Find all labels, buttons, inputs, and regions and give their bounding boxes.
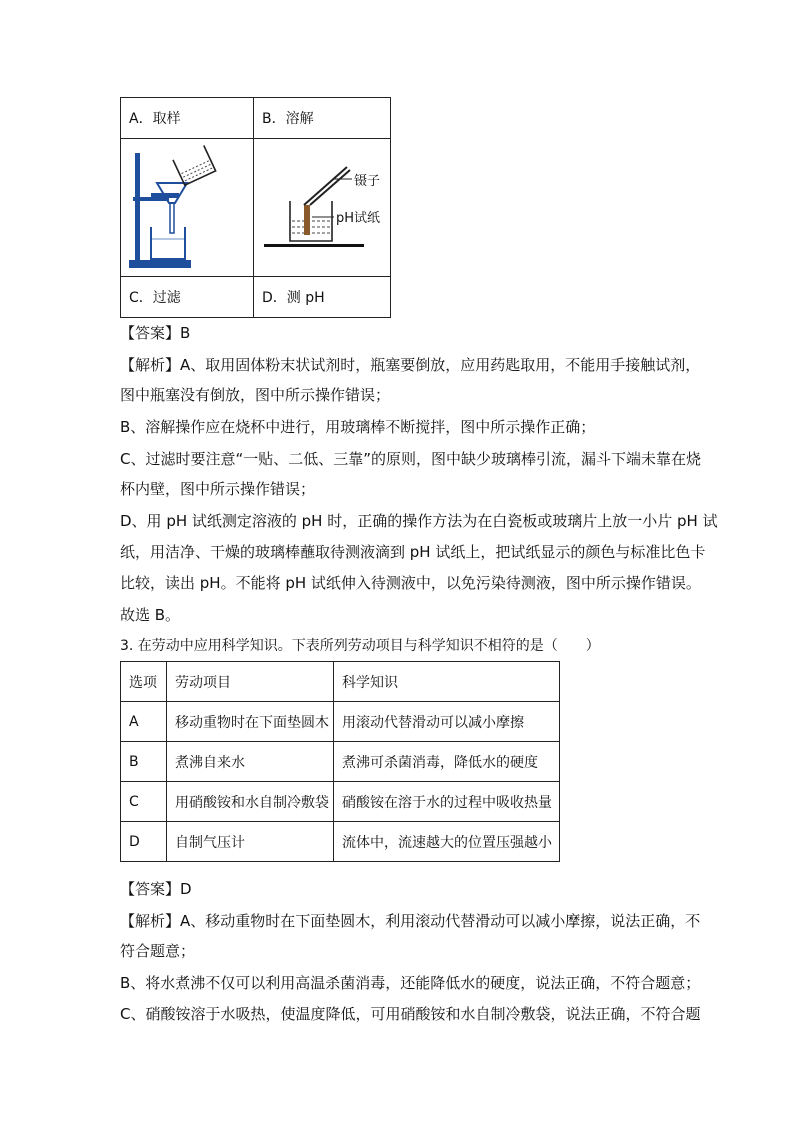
ph-figure <box>254 139 391 277</box>
q3-analysis-line: 符合题意； <box>120 942 196 960</box>
ph-test-apparatus-icon <box>254 139 390 276</box>
table-cell: B <box>121 742 167 782</box>
bench-line <box>264 244 364 247</box>
table-row <box>121 742 560 782</box>
header-science-knowledge: 科学知识 <box>334 662 560 702</box>
q2-analysis-line: 故选 B。 <box>120 606 181 624</box>
beaker-icon <box>151 227 185 259</box>
q2-analysis-line: 比较，读出 pH。不能将 pH 试纸伸入待测液中，以免污染待测液，图中所示操作错误。 <box>120 574 701 592</box>
table-row <box>121 782 560 822</box>
stand-rod <box>135 153 140 261</box>
q3-table <box>120 661 560 862</box>
table-cell: 用滚动代替滑动可以减小摩擦 <box>334 702 560 742</box>
tweezers-icon <box>304 167 347 205</box>
table-cell: 煮沸可杀菌消毒，降低水的硬度 <box>334 742 560 782</box>
filtration-figure <box>121 139 254 277</box>
table-cell: 硝酸铵在溶于水的过程中吸收热量 <box>334 782 560 822</box>
ph-paper-strip <box>304 205 310 235</box>
q3-analysis-line: C、硝酸铵溶于水吸热，使温度降低，可用硝酸铵和水自制冷敷袋，说法正确，不符合题 <box>120 1005 701 1023</box>
table-cell: 用硝酸铵和水自制冷敷袋 <box>167 782 334 822</box>
q3-stem: 3. 在劳动中应用科学知识。下表所列劳动项目与科学知识不相符的是（ ） <box>120 638 600 654</box>
table-row <box>121 822 560 862</box>
q2-analysis-line: 杯内壁，图中所示操作错误； <box>120 480 316 498</box>
q2-analysis-line: D、用 pH 试纸测定溶液的 pH 时，正确的操作方法为在白瓷板或玻璃片上放一小片 pH 试 <box>120 512 718 530</box>
table-row <box>121 702 560 742</box>
filtration-apparatus-icon <box>121 139 253 276</box>
q3-analysis-line: B、将水煮沸不仅可以利用高温杀菌消毒，还能降低水的硬度，说法正确，不符合题意； <box>120 974 701 992</box>
stand-base <box>129 260 191 268</box>
ph-beaker-icon <box>290 201 332 241</box>
header-option: 选项 <box>121 662 167 702</box>
q2-analysis-line: 纸，用洁净、干燥的玻璃棒蘸取待测液滴到 pH 试纸上，把试纸显示的颜色与标准比色卡 <box>120 543 706 561</box>
table-header-row <box>121 662 560 702</box>
q3-analysis-line: 【解析】A、移动重物时在下面垫圆木，利用滚动代替滑动可以减小摩擦，说法正确，不 <box>120 912 701 930</box>
cell-c-label: C．过滤 <box>121 277 254 318</box>
ph-paper-label: pH试纸 <box>336 211 381 226</box>
cell-d-label: D．测 pH <box>254 277 391 318</box>
q2-analysis-line: 【解析】A、取用固体粉末状试剂时，瓶塞要倒放，应用药匙取用，不能用手接触试剂， <box>120 356 701 374</box>
table-cell: A <box>121 702 167 742</box>
q3-answer: 【答案】D <box>120 880 192 898</box>
q2-analysis-line: C、过滤时要注意“一贴、二低、三靠”的原则，图中缺少玻璃棒引流，漏斗下端未靠在烧 <box>120 450 702 468</box>
experiment-table <box>120 97 391 318</box>
q2-answer: 【答案】B <box>120 324 191 342</box>
table-cell: 煮沸自来水 <box>167 742 334 782</box>
q2-analysis-line: 图中瓶塞没有倒放，图中所示操作错误； <box>120 386 391 404</box>
cell-b-label: B．溶解 <box>254 98 391 139</box>
q2-analysis-line: B、溶解操作应在烧杯中进行，用玻璃棒不断搅拌，图中所示操作正确； <box>120 418 596 436</box>
tweezers-label: 镊子 <box>354 174 381 189</box>
table-cell: D <box>121 822 167 862</box>
table-cell: 自制气压计 <box>167 822 334 862</box>
table-cell: 流体中，流速越大的位置压强越小 <box>334 822 560 862</box>
table-cell: 移动重物时在下面垫圆木 <box>167 702 334 742</box>
pouring-beaker-icon <box>173 146 216 186</box>
header-labor-item: 劳动项目 <box>167 662 334 702</box>
cell-a-label: A．取样 <box>121 98 254 139</box>
table-cell: C <box>121 782 167 822</box>
